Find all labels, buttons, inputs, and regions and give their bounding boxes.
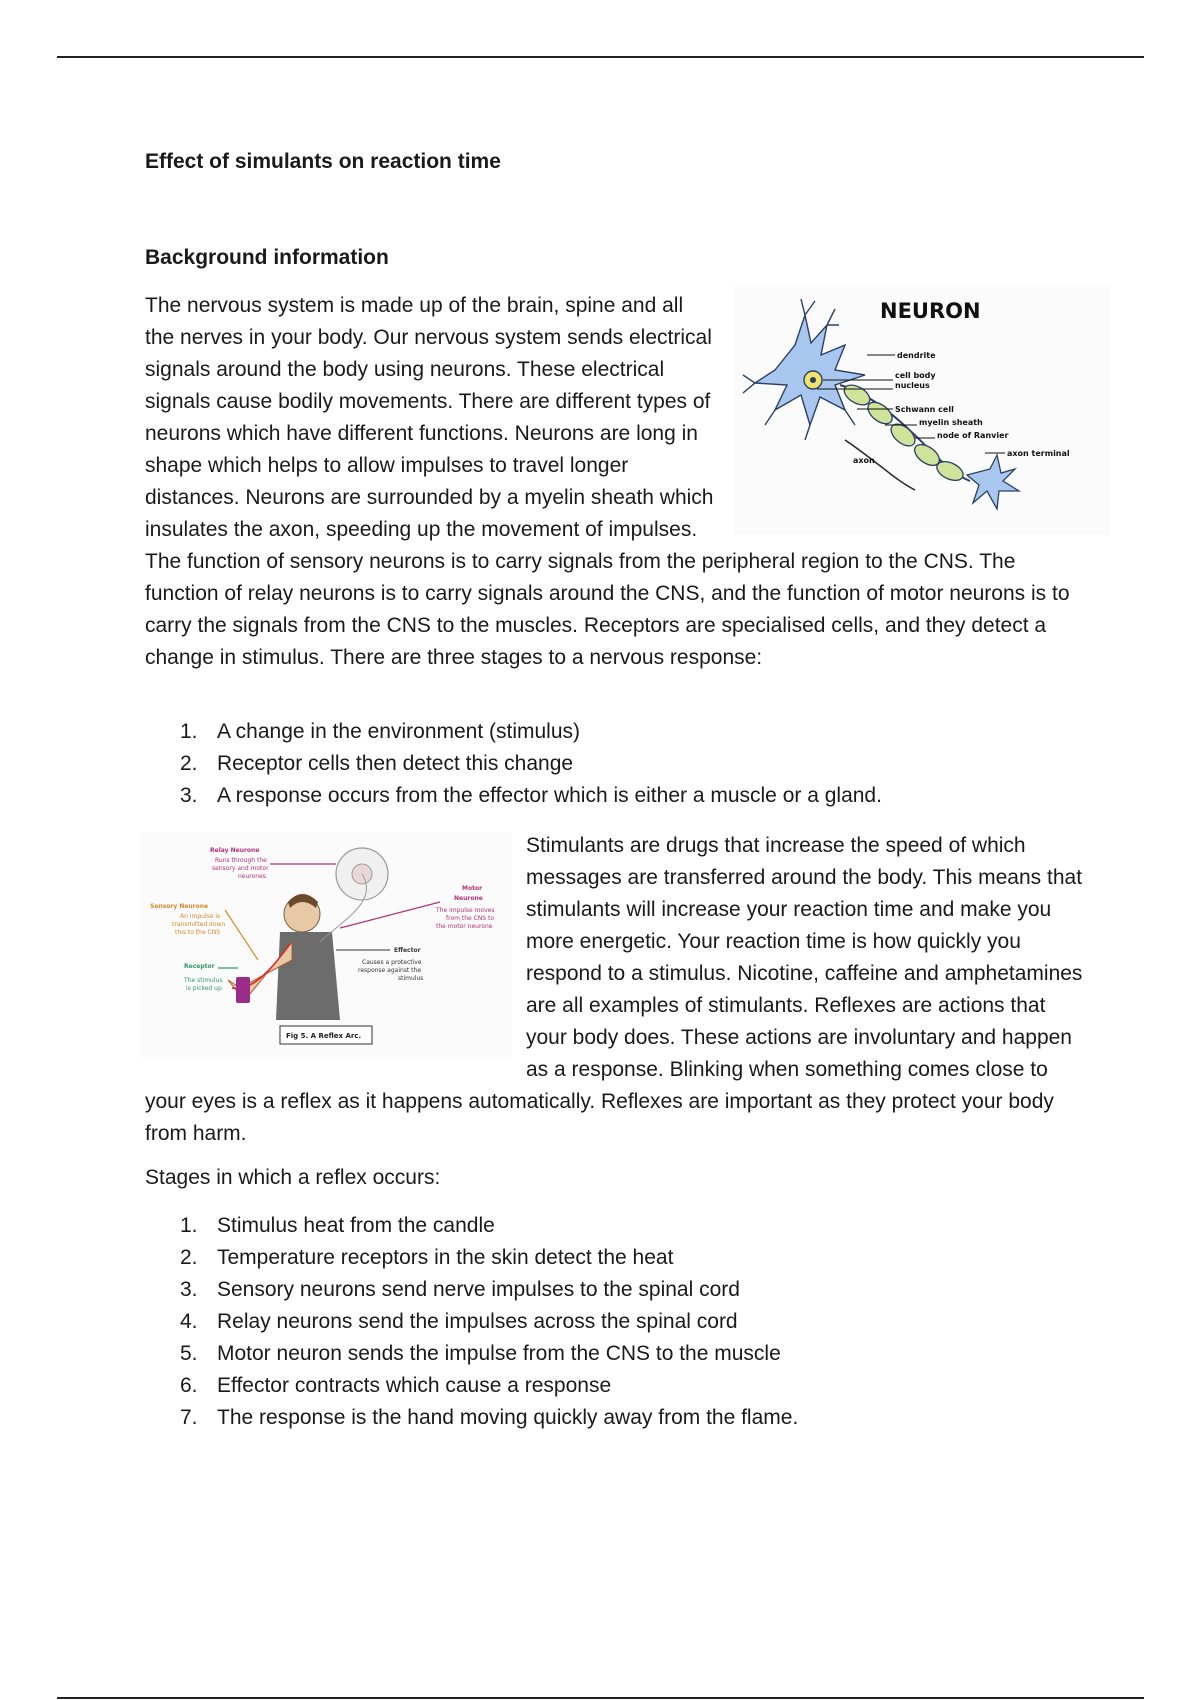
svg-text:the motor neurone: the motor neurone <box>436 923 493 930</box>
list-item: 3. Sensory neurons send nerve impulses to the spinal cord <box>180 1278 740 1301</box>
label-dendrite: dendrite <box>897 351 936 360</box>
background-paragraph: The nervous system is made up of the brain, spine and all the nerves in your body. Our nervous system sends electrical signals around the body using neurons. These electrical signals cause bodily movements. There are different types of neurons which have different functions. Neurons are long in shape which helps to allow impulses to travel longer distances. Neurons are surrounded by a myelin sheath which insulates the axon, speeding up the movement of impulses. The function of sensory neurons is to carry signals from the peripheral region to the CNS. The function of relay neurons is to carry signals around the CNS, and the function of motor neurons is to carry the signals from the CNS to the muscles. Receptors are specialised cells, and they detect a change in stimulus. There are three stages to a nervous response: <box>145 294 1070 669</box>
list-item: 5. Motor neuron sends the impulse from the CNS to the muscle <box>180 1342 781 1365</box>
reflex-stages-heading: Stages in which a reflex occurs: <box>145 1166 441 1189</box>
effector-label: Effector <box>394 947 421 954</box>
label-schwann: Schwann cell <box>895 405 954 414</box>
list-item: 4. Relay neurons send the impulses across the spinal cord <box>180 1310 738 1333</box>
label-node: node of Ranvier <box>937 431 1009 440</box>
background-block <box>145 290 1090 674</box>
label-myelin: myelin sheath <box>919 418 983 427</box>
svg-text:from the CNS to: from the CNS to <box>446 915 495 922</box>
receptor-label: Receptor <box>184 963 215 970</box>
reflex-arc-diagram <box>140 832 512 1057</box>
svg-text:Causes a protective: Causes a protective <box>362 959 422 966</box>
list-item: 1. Stimulus heat from the candle <box>180 1214 495 1237</box>
figure-caption: Fig 5. A Reflex Arc. <box>286 1032 362 1040</box>
neuron-diagram <box>735 285 1110 535</box>
svg-text:response against the: response against the <box>358 967 422 974</box>
list-item: 2. Temperature receptors in the skin detect the heat <box>180 1246 674 1269</box>
candle-graphic <box>236 977 250 1003</box>
svg-text:The impulse moves: The impulse moves <box>436 907 495 914</box>
label-nucleus: nucleus <box>895 381 930 390</box>
stimulants-block <box>145 830 1090 1150</box>
svg-text:this to the CNS: this to the CNS <box>175 929 221 936</box>
body-graphic <box>276 932 340 1020</box>
list-item: 3. A response occurs from the effector which is either a muscle or a gland. <box>180 784 882 807</box>
sensory-neurone-label: Sensory Neurone <box>150 903 209 910</box>
svg-text:transmitted down: transmitted down <box>172 921 226 928</box>
svg-text:Neurone: Neurone <box>454 895 483 902</box>
document-title: Effect of simulants on reaction time <box>145 150 501 173</box>
response-stages-list <box>180 716 882 812</box>
list-item: 6. Effector contracts which cause a response <box>180 1374 612 1397</box>
relay-neurone-label: Relay Neurone <box>210 847 260 854</box>
neuron-title: NEURON <box>880 299 981 323</box>
svg-text:The stimulus: The stimulus <box>184 977 223 984</box>
list-item: 2. Receptor cells then detect this change <box>180 752 574 775</box>
svg-text:neurones: neurones <box>238 873 266 880</box>
label-axon: axon <box>853 456 875 465</box>
svg-text:An impulse is: An impulse is <box>180 913 221 920</box>
list-item: 7. The response is the hand moving quickly away from the flame. <box>180 1406 799 1429</box>
svg-text:Runs through the: Runs through the <box>215 857 267 864</box>
stimulants-paragraph: Stimulants are drugs that increase the speed of which messages are transferred around the body. This means that stimulants will increase your reaction time and make you more energetic. Your reaction time is how quickly you respond to a stimulus. Nicotine, caffeine and amphetamines are all examples of stimulants. Reflexes are actions that your body does. These actions are involuntary and happen as a response. Blinking when something comes close to your eyes is a reflex as it happens automatically. Reflexes are important as they protect your body from harm. <box>145 834 1083 1145</box>
label-cell-body: cell body <box>895 371 936 380</box>
motor-neurone-label: Motor <box>462 885 483 892</box>
svg-text:is picked up: is picked up <box>186 985 222 992</box>
bottom-rule <box>57 1697 1144 1699</box>
label-axon-terminal: axon terminal <box>1007 449 1070 458</box>
top-rule <box>57 56 1144 58</box>
svg-text:stimulus: stimulus <box>398 975 424 982</box>
section-heading: Background information <box>145 246 389 269</box>
svg-text:sensory and motor: sensory and motor <box>212 865 269 872</box>
list-item: 1. A change in the environment (stimulus) <box>180 720 581 743</box>
reflex-stages-list <box>180 1210 798 1434</box>
